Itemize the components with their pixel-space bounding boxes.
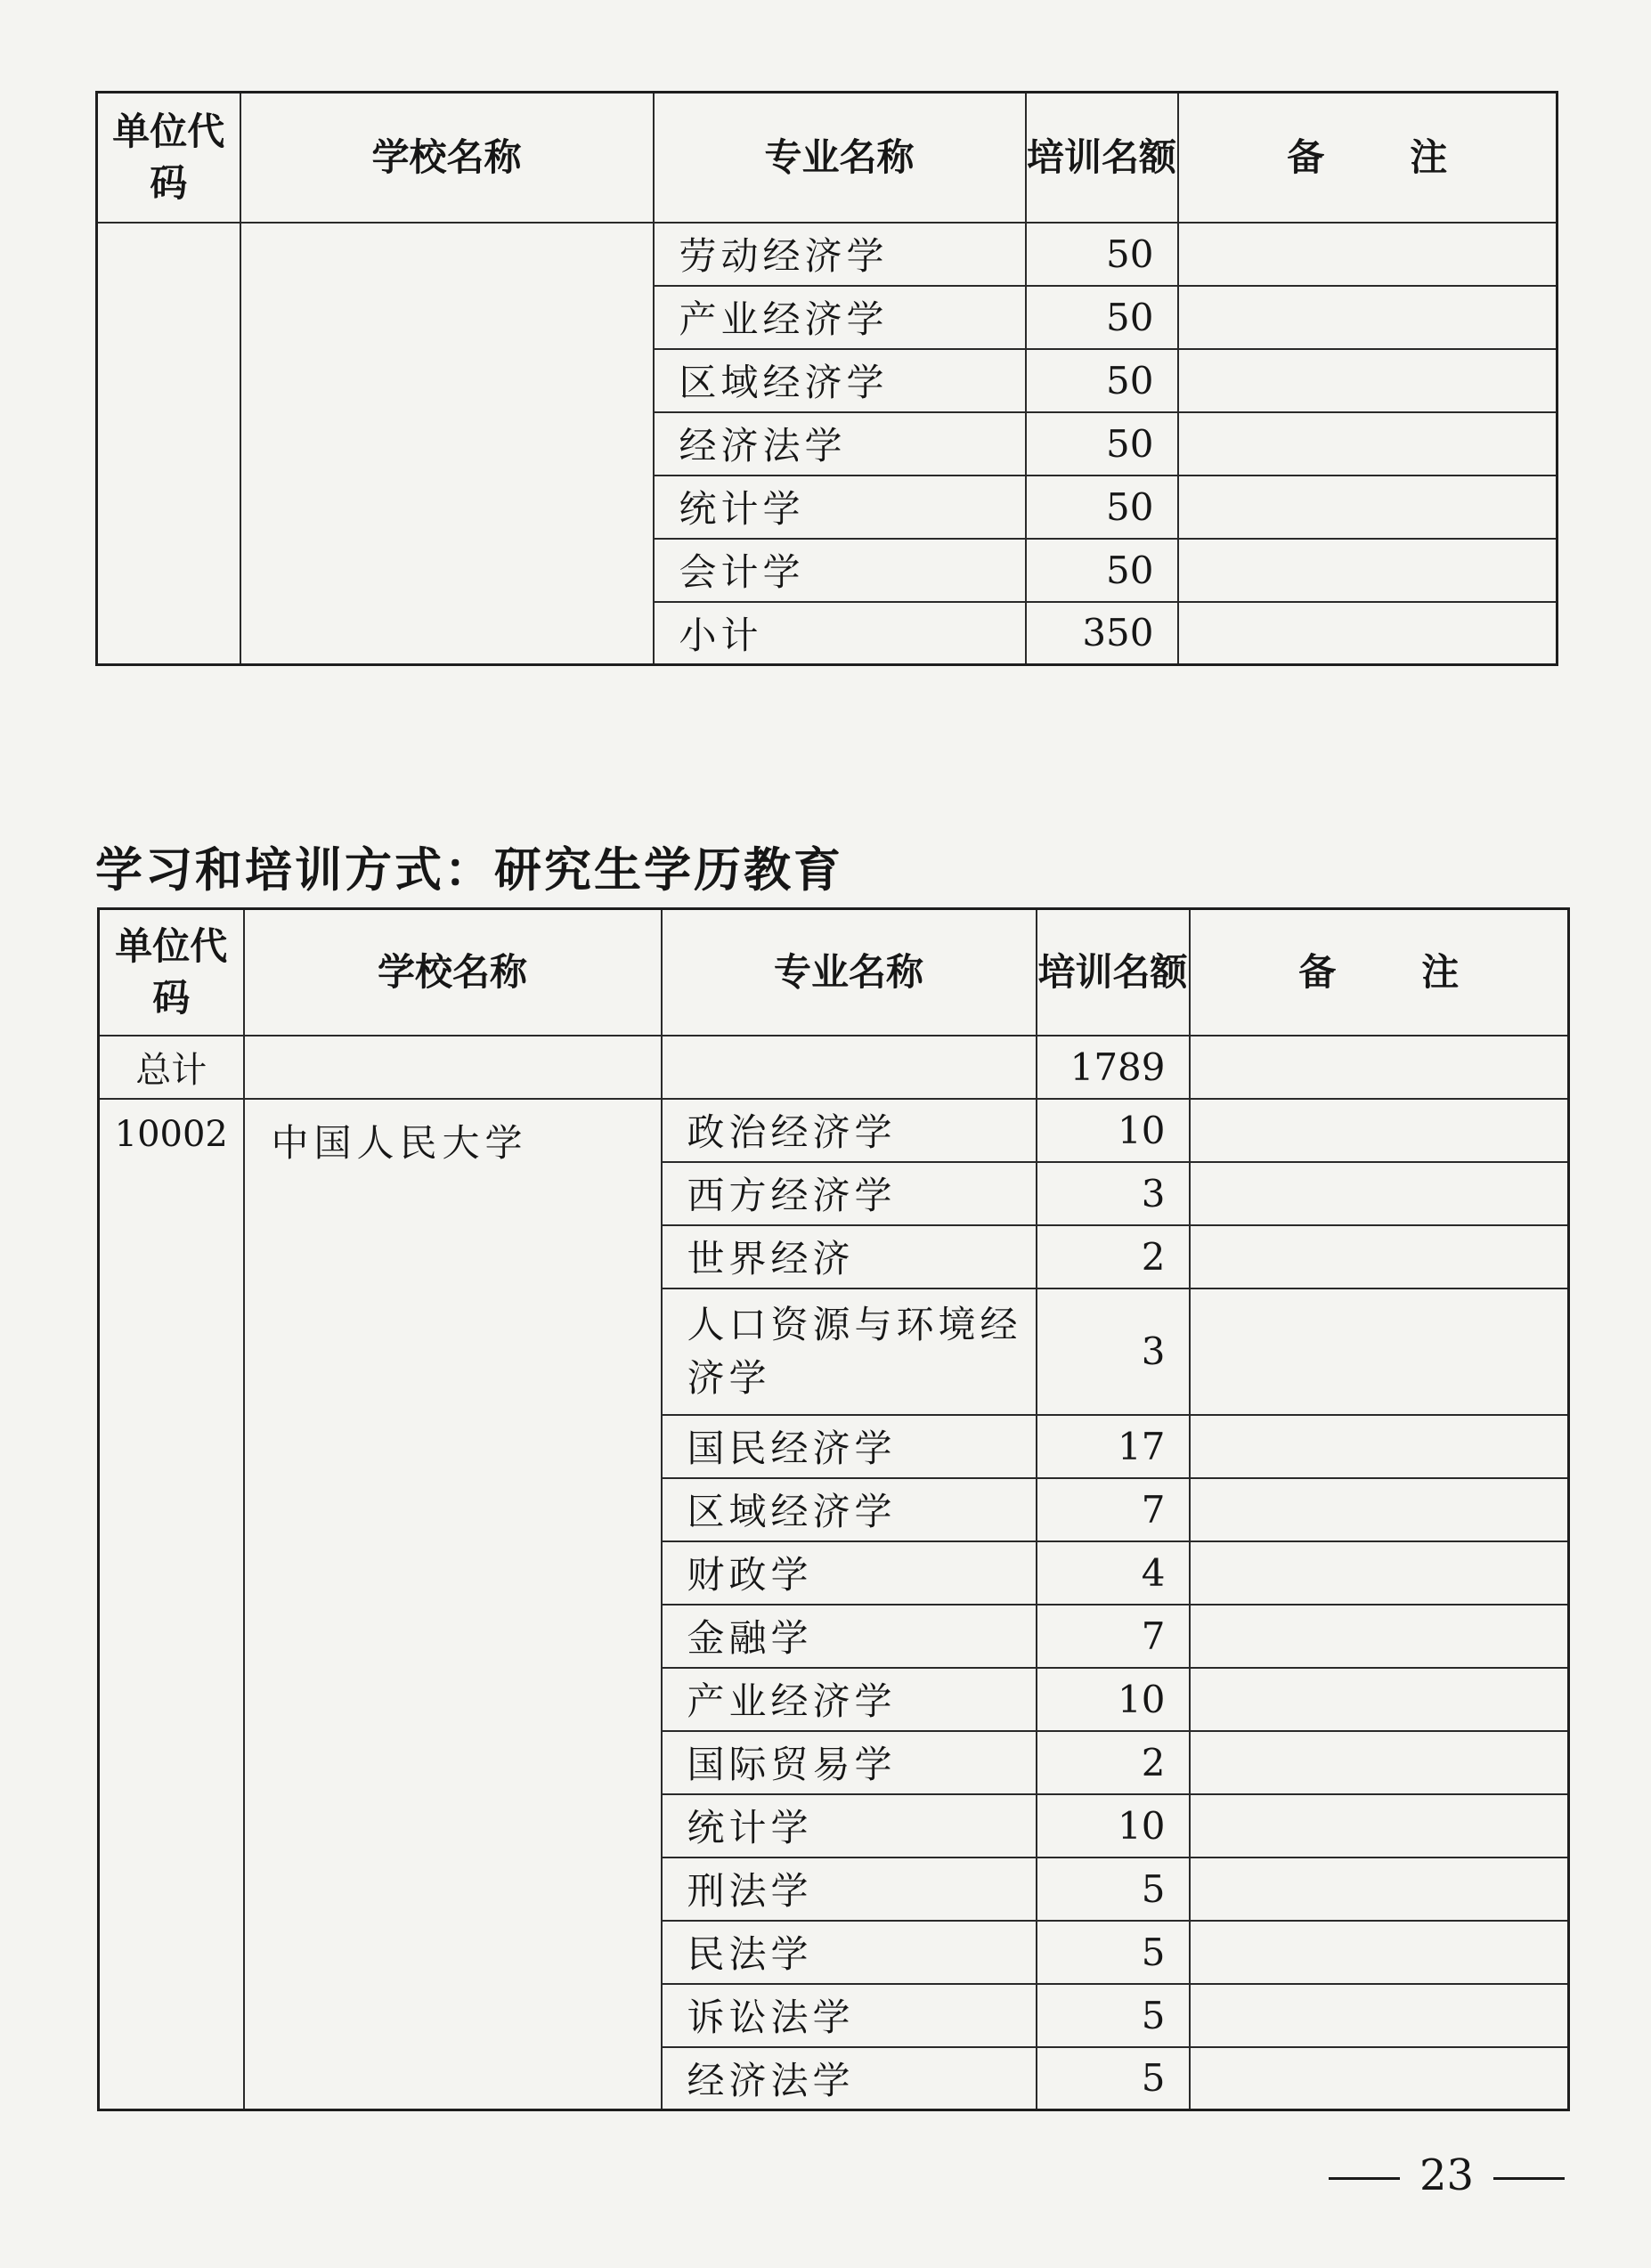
quota-cell: 10 xyxy=(1037,1099,1190,1162)
major-cell: 区域经济学 xyxy=(662,1478,1037,1541)
header-remarks-right: 注 xyxy=(1421,949,1460,994)
quota-cell: 3 xyxy=(1037,1288,1190,1415)
quota-cell: 50 xyxy=(1026,286,1178,349)
major-cell: 民法学 xyxy=(662,1921,1037,1984)
header-school-name: 学校名称 xyxy=(244,909,662,1036)
major-cell: 财政学 xyxy=(662,1541,1037,1605)
major-cell: 会计学 xyxy=(654,539,1026,602)
header-row xyxy=(99,909,1569,1036)
dash-right xyxy=(1493,2177,1565,2180)
header-unit-code: 单位代码 xyxy=(97,93,240,223)
major-cell: 西方经济学 xyxy=(662,1162,1037,1225)
header-row xyxy=(97,93,1557,223)
major-cell: 诉讼法学 xyxy=(662,1984,1037,2047)
quota-cell: 5 xyxy=(1037,1857,1190,1921)
quota-cell: 2 xyxy=(1037,1225,1190,1288)
remarks-cell xyxy=(1178,602,1557,665)
quota-table-continued xyxy=(95,91,1558,666)
quota-cell: 4 xyxy=(1037,1541,1190,1605)
school-cell xyxy=(244,1036,662,1099)
quota-table-graduate xyxy=(97,907,1570,2111)
total-label: 总计 xyxy=(99,1036,244,1099)
header-major-name: 专业名称 xyxy=(662,909,1037,1036)
header-remarks-left: 备 xyxy=(1287,134,1325,179)
quota-cell: 7 xyxy=(1037,1478,1190,1541)
quota-cell: 7 xyxy=(1037,1605,1190,1668)
remarks-cell xyxy=(1178,476,1557,539)
remarks-cell xyxy=(1178,539,1557,602)
remarks-cell xyxy=(1178,412,1557,476)
unit-code-cell xyxy=(97,223,240,665)
quota-cell: 50 xyxy=(1026,476,1178,539)
quota-cell: 2 xyxy=(1037,1731,1190,1794)
section-title: 学习和培训方式：研究生学历教育 xyxy=(95,843,843,898)
major-cell: 经济法学 xyxy=(654,412,1026,476)
remarks-cell xyxy=(1190,1162,1569,1225)
remarks-cell xyxy=(1178,223,1557,286)
quota-cell: 50 xyxy=(1026,223,1178,286)
remarks-cell xyxy=(1190,1099,1569,1162)
major-cell: 产业经济学 xyxy=(654,286,1026,349)
major-cell: 世界经济 xyxy=(662,1225,1037,1288)
remarks-cell xyxy=(1178,349,1557,412)
header-remarks xyxy=(1178,93,1557,223)
remarks-cell xyxy=(1190,1036,1569,1099)
quota-cell: 5 xyxy=(1037,1984,1190,2047)
remarks-cell xyxy=(1190,1225,1569,1288)
subtotal-label: 小计 xyxy=(654,602,1026,665)
quota-cell: 50 xyxy=(1026,349,1178,412)
remarks-cell xyxy=(1190,1921,1569,1984)
dash-left xyxy=(1329,2177,1400,2180)
header-unit-code: 单位代码 xyxy=(99,909,244,1036)
remarks-cell xyxy=(1190,2047,1569,2110)
unit-code-cell: 10002 xyxy=(99,1099,244,2110)
remarks-cell xyxy=(1178,286,1557,349)
major-cell: 区域经济学 xyxy=(654,349,1026,412)
major-cell: 劳动经济学 xyxy=(654,223,1026,286)
major-cell: 金融学 xyxy=(662,1605,1037,1668)
quota-cell: 5 xyxy=(1037,1921,1190,1984)
header-quota: 培训名额 xyxy=(1037,909,1190,1036)
header-school-name: 学校名称 xyxy=(240,93,654,223)
table-row xyxy=(97,223,1557,286)
quota-cell: 10 xyxy=(1037,1794,1190,1857)
major-cell: 经济法学 xyxy=(662,2047,1037,2110)
remarks-cell xyxy=(1190,1668,1569,1731)
major-cell: 刑法学 xyxy=(662,1857,1037,1921)
major-cell: 人口资源与环境经济学 xyxy=(662,1288,1037,1415)
quota-cell: 10 xyxy=(1037,1668,1190,1731)
table-row xyxy=(99,1099,1569,1162)
remarks-cell xyxy=(1190,1984,1569,2047)
header-remarks-left: 备 xyxy=(1298,949,1337,994)
page-number-text: 23 xyxy=(1419,2150,1475,2200)
remarks-cell xyxy=(1190,1415,1569,1478)
major-cell: 产业经济学 xyxy=(662,1668,1037,1731)
school-cell xyxy=(240,223,654,665)
quota-cell: 5 xyxy=(1037,2047,1190,2110)
quota-cell: 50 xyxy=(1026,412,1178,476)
subtotal-quota: 350 xyxy=(1026,602,1178,665)
header-remarks-right: 注 xyxy=(1410,134,1448,179)
header-remarks xyxy=(1190,909,1569,1036)
total-quota: 1789 xyxy=(1037,1036,1190,1099)
school-cell: 中国人民大学 xyxy=(244,1099,662,2110)
total-row xyxy=(99,1036,1569,1099)
remarks-cell xyxy=(1190,1541,1569,1605)
quota-cell: 50 xyxy=(1026,539,1178,602)
page-number xyxy=(1309,2150,1584,2200)
major-cell xyxy=(662,1036,1037,1099)
major-cell: 统计学 xyxy=(654,476,1026,539)
quota-cell: 3 xyxy=(1037,1162,1190,1225)
remarks-cell xyxy=(1190,1288,1569,1415)
major-cell: 国际贸易学 xyxy=(662,1731,1037,1794)
header-quota: 培训名额 xyxy=(1026,93,1178,223)
major-cell: 统计学 xyxy=(662,1794,1037,1857)
remarks-cell xyxy=(1190,1857,1569,1921)
remarks-cell xyxy=(1190,1605,1569,1668)
remarks-cell xyxy=(1190,1794,1569,1857)
major-cell: 政治经济学 xyxy=(662,1099,1037,1162)
major-cell: 国民经济学 xyxy=(662,1415,1037,1478)
quota-cell: 17 xyxy=(1037,1415,1190,1478)
remarks-cell xyxy=(1190,1731,1569,1794)
header-major-name: 专业名称 xyxy=(654,93,1026,223)
remarks-cell xyxy=(1190,1478,1569,1541)
